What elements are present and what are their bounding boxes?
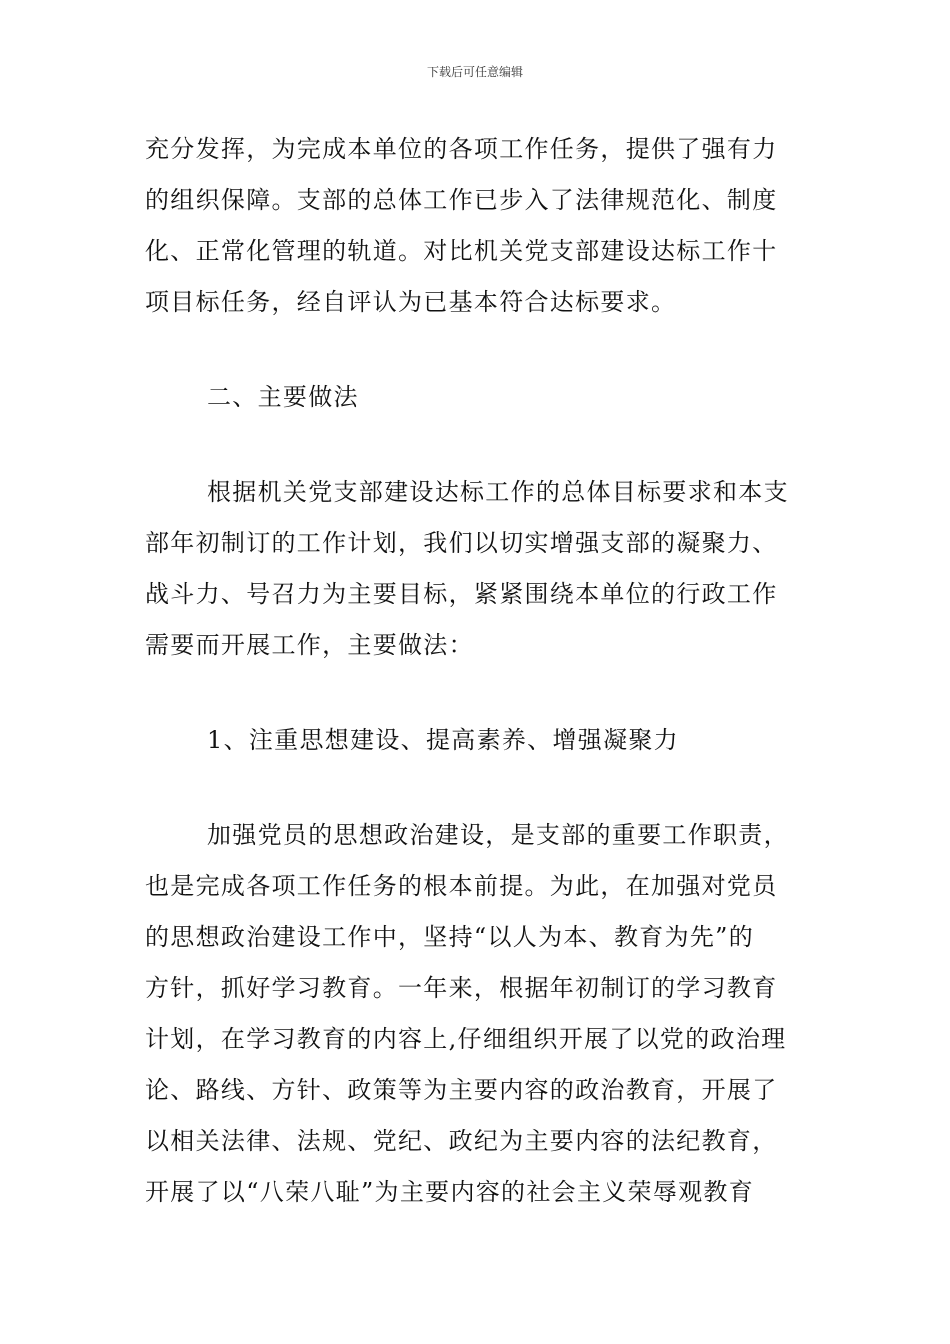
page-header: 下载后可任意编辑 xyxy=(426,65,523,79)
text-line: 开展了以“八荣八耻”为主要内容的社会主义荣辱观教育 xyxy=(145,1178,755,1206)
text-line: 化、正常化管理的轨道。对比机关党支部建设达标工作十 xyxy=(145,237,778,265)
text-line: 的组织保障。支部的总体工作已步入了法律规范化、制度 xyxy=(145,186,778,214)
text-line: 需要而开展工作，主要做法： xyxy=(145,631,474,659)
text-line: 加强党员的思想政治建设，是支部的重要工作职责， xyxy=(207,821,789,849)
paragraph-spacer xyxy=(145,328,810,372)
text-line: 也是完成各项工作任务的根本前提。为此，在加强对党员 xyxy=(145,872,778,900)
text-line: 的思想政治建设工作中，坚持“以人为本、教育为先”的 xyxy=(145,923,755,951)
text-line: 以相关法律、法规、党纪、政纪为主要内容的法纪教育， xyxy=(145,1127,778,1155)
paragraph-ideology xyxy=(145,810,810,1218)
text-line: 方针，抓好学习教育。一年来，根据年初制订的学习教育 xyxy=(145,974,778,1002)
text-line: 计划，在学习教育的内容上,仔细组织开展了以党的政治理 xyxy=(145,1025,787,1053)
section-heading-main-methods xyxy=(145,372,810,423)
document-body xyxy=(145,124,810,1218)
heading-text: 二、主要做法 xyxy=(207,383,359,411)
text-line: 根据机关党支部建设达标工作的总体目标要求和本支 xyxy=(207,478,789,506)
paragraph-spacer xyxy=(145,423,810,467)
paragraph-summary xyxy=(145,124,810,328)
paragraph-spacer xyxy=(145,766,810,810)
text-line: 战斗力、号召力为主要目标，紧紧围绕本单位的行政工作 xyxy=(145,580,778,608)
text-line: 论、路线、方针、政策等为主要内容的政治教育，开展了 xyxy=(145,1076,778,1104)
paragraph-spacer xyxy=(145,671,810,715)
heading-text: 1、注重思想建设、提高素养、增强凝聚力 xyxy=(207,726,679,754)
text-line: 项目标任务，经自评认为已基本符合达标要求。 xyxy=(145,288,677,316)
text-line: 充分发挥，为完成本单位的各项工作任务，提供了强有力 xyxy=(145,135,778,163)
subsection-heading-ideology xyxy=(145,715,810,766)
paragraph-methods-intro xyxy=(145,467,810,671)
text-line: 部年初制订的工作计划，我们以切实增强支部的凝聚力、 xyxy=(145,529,778,557)
